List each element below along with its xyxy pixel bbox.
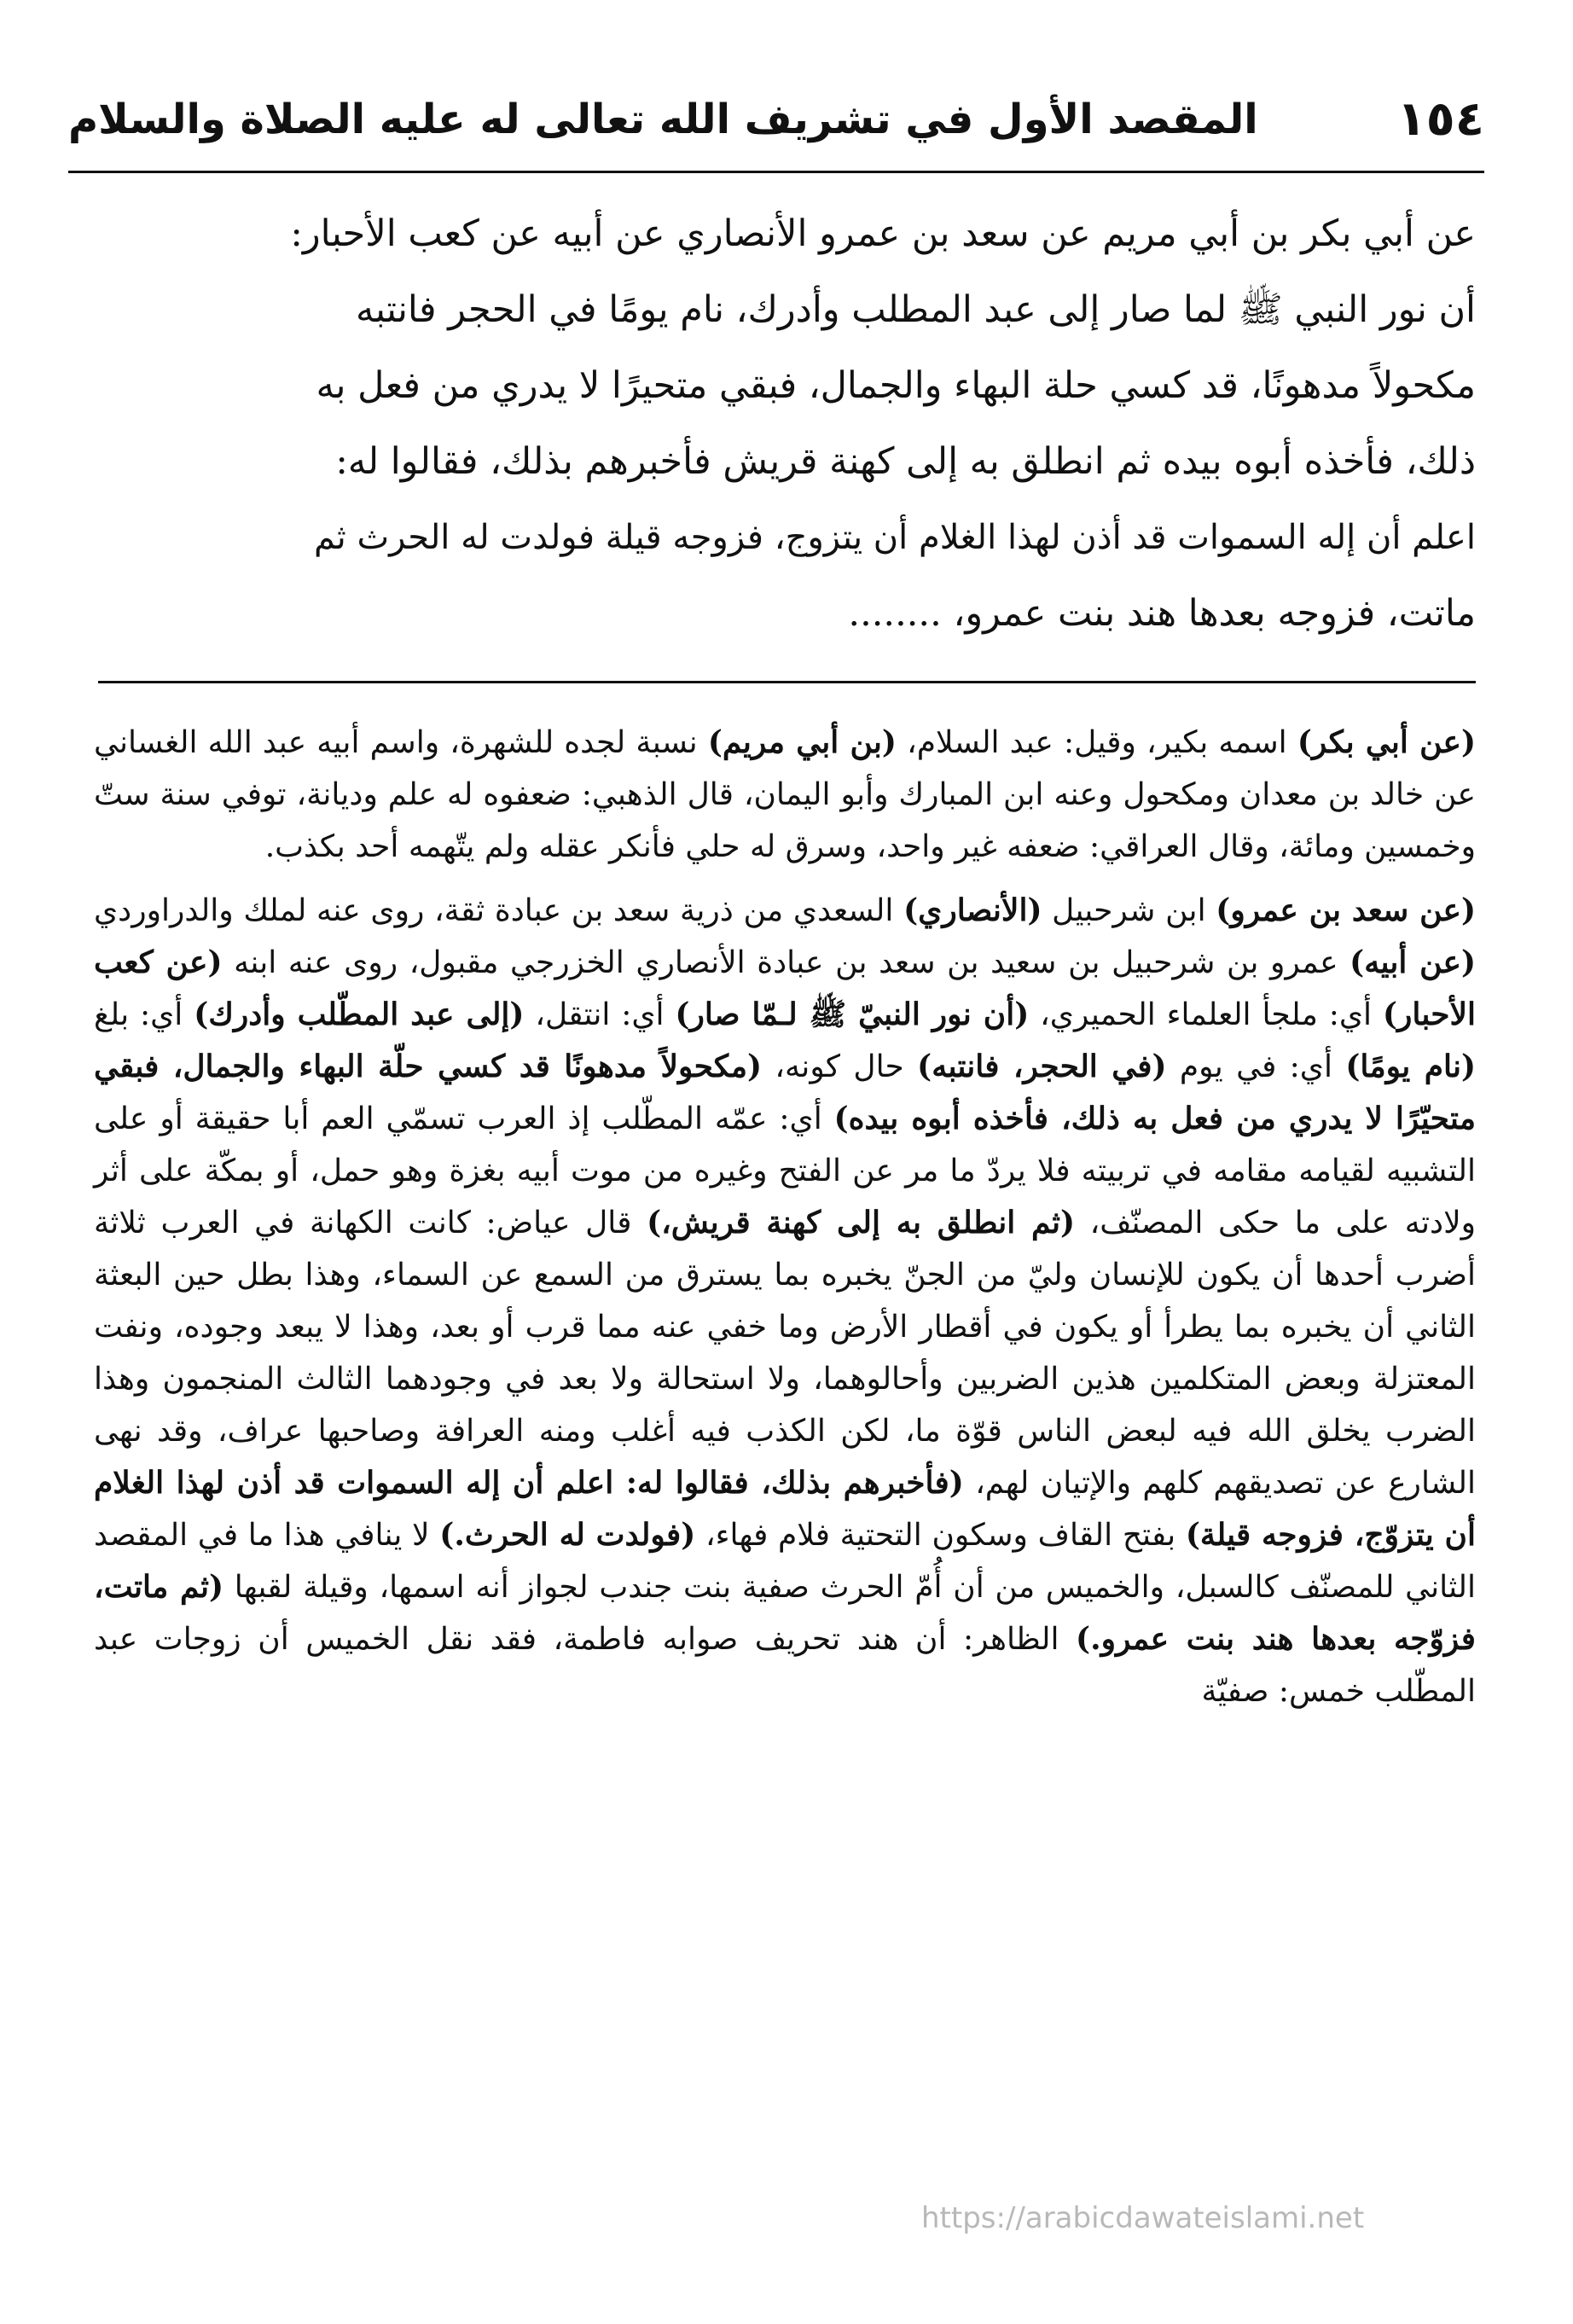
quoted-lemma: (بن أبي مريم) xyxy=(707,724,897,760)
commentary-text: عمرو بن شرحبيل بن سعيد بن سعد بن عبادة الأنصاري الخزرجي مقبول، روى عنه ابنه xyxy=(222,945,1350,980)
watermark-url: https://arabicdawateislami.net xyxy=(921,2201,1365,2235)
commentary-text: ابن شرحبيل xyxy=(1042,893,1216,928)
section-divider xyxy=(98,681,1476,683)
quoted-lemma: (عن أبي بكر) xyxy=(1297,724,1477,760)
commentary-text: أي: ملجأ العلماء الحميري، xyxy=(1029,997,1383,1032)
quoted-lemma: (عن كعب الأحبار) xyxy=(94,944,1476,1032)
main-text-last-words: ماتت، فزوجه بعدها هند بنت عمرو، xyxy=(953,592,1476,635)
quoted-lemma: (إلى عبد المطّلب وأدرك) xyxy=(194,996,525,1032)
commentary-block xyxy=(94,717,1476,1729)
quoted-lemma: (فولدت له الحرث.) xyxy=(439,1517,696,1553)
commentary-text: الظاهر: أن هند تحريف صوابه فاطمة، فقد نقل الخميس أن زوجات عبد المطّلب خمس: صفيّة xyxy=(94,1622,1476,1709)
quoted-lemma: (عن سعد بن عمرو) xyxy=(1216,892,1476,928)
commentary-text: لا ينافي هذا ما في المقصد الثاني للمصنّف كالسبل، والخميس من أن أُمّ الحرث صفية بنت جندب لجواز أنه اسمها، وقيلة لقبها xyxy=(94,1518,1476,1605)
page-header xyxy=(68,81,1484,158)
main-text-line: عن أبي بكر بن أبي مريم عن سعد بن عمرو الأنصاري عن أبيه عن كعب الأحبار: xyxy=(290,212,1476,255)
quoted-lemma: (أن نور النبيّ ﷺ لـمّا صار) xyxy=(675,996,1030,1032)
commentary-text: أي: بلغ xyxy=(94,997,194,1032)
commentary-text: أي: انتقل، xyxy=(524,997,676,1032)
main-text-line: أن نور النبي ﷺ لما صار إلى عبد المطلب وأدرك، نام يومًا في الحجر فانتبه xyxy=(355,288,1476,331)
commentary-text: نسبة لجده للشهرة، واسم أبيه عبد الله الغساني عن خالد بن معدان ومكحول وعنه ابن المبارك وأبو اليمان، قال الذهبي: ضعفوه له علم وديانة، توفي سنة ستّ وخمسين ومائة، وقال العراقي: ضعفه غير واحد، وسرق له حلي فأنكر عقله ولم يتّهمه أحد بكذب. xyxy=(94,725,1476,864)
main-text-ellipsis: ........ xyxy=(848,592,942,635)
main-text-line: اعلم أن إله السموات قد أذن لهذا الغلام أن يتزوج، فزوجه قيلة فولدت له الحرث ثم xyxy=(314,518,1476,557)
main-text-line: مكحولاً مدهونًا، قد كسي حلة البهاء والجمال، فبقي متحيرًا لا يدري من فعل به xyxy=(316,364,1476,407)
commentary-text: السعدي من ذرية سعد بن عبادة ثقة، روى عنه لملك والدراوردي xyxy=(94,893,904,928)
commentary-text: قال عياض: كانت الكهانة في العرب ثلاثة أضرب أحدها أن يكون للإنسان وليّ من الجنّ يخبره بما يسترق من السمع عن السماء، وهذا بطل حين البعثة الثاني أن يخبره بما يطرأ أو يكون في أقطار الأرض وما خفي عنه مما قرب أو بعد، وهذا لا يبعد وجوده، ونفت المعتزلة وبعض المتكلمين هذين الضربين وأحالوهما، ولا استحالة ولا بعد في وجودهما الثالث المنجمون وهذا الضرب يخلق الله فيه لبعض الناس قوّة ما، لكن الكذب فيه أغلب ومنه العرافة وصاحبها عراف، وقد نهى الشارع عن تصديقهم كلهم والإتيان لهم، xyxy=(94,1206,1476,1501)
commentary-text: حال كونه، xyxy=(762,1049,918,1084)
commentary-text: أي: في يوم xyxy=(1166,1049,1346,1084)
commentary-text: أي: عمّه المطّلب إذ العرب تسمّي العم أبا حقيقة أو على التشبيه لقيامه مقامه في تربيته فلا يردّ ما مر عن الفتح وغيره من موت أبيه بغزة وهو حمل، أو بمكّة على أثر ولادته على ما حكى المصنّف، xyxy=(94,1101,1476,1240)
commentary-text: اسمه بكير، وقيل: عبد السلام، xyxy=(896,725,1297,760)
quoted-lemma: (ثم انطلق به إلى كهنة قريش،) xyxy=(647,1205,1076,1240)
main-text-line xyxy=(94,576,1476,652)
commentary-paragraph xyxy=(94,717,1476,873)
quoted-lemma: (الأنصاري) xyxy=(903,892,1042,928)
main-text-line: ذلك، فأخذه أبوه بيده ثم انطلق به إلى كهنة قريش فأخبرهم بذلك، فقالوا له: xyxy=(335,440,1476,483)
quoted-lemma: (فأخبرهم بذلك، فقالوا له: اعلم أن إله السموات قد أذن لهذا الغلام أن يتزوّج، فزوجه قيلة) xyxy=(94,1465,1477,1553)
commentary-paragraph xyxy=(94,885,1476,1717)
quoted-lemma: (نام يومًا) xyxy=(1345,1049,1477,1084)
main-text-block xyxy=(94,196,1476,652)
quoted-lemma: (عن أبيه) xyxy=(1350,944,1477,980)
quoted-lemma: (في الحجر، فانتبه) xyxy=(917,1049,1167,1084)
quoted-lemma: (مكحولاً مدهونًا قد كسي حلّة البهاء والجمال، فبقي متحيّرًا لا يدري من فعل به ذلك، فأخذه أبوه بيده) xyxy=(94,1049,1477,1136)
header-divider xyxy=(68,171,1484,173)
page-number: ١٥٤ xyxy=(1396,91,1484,147)
commentary-text: بفتح القاف وسكون التحتية فلام فهاء، xyxy=(695,1518,1186,1553)
quoted-lemma: (ثم ماتت، فزوّجه بعدها هند بنت عمرو.) xyxy=(94,1569,1477,1657)
running-title: المقصد الأول في تشريف الله تعالى له عليه الصلاة والسلام xyxy=(68,96,1258,143)
